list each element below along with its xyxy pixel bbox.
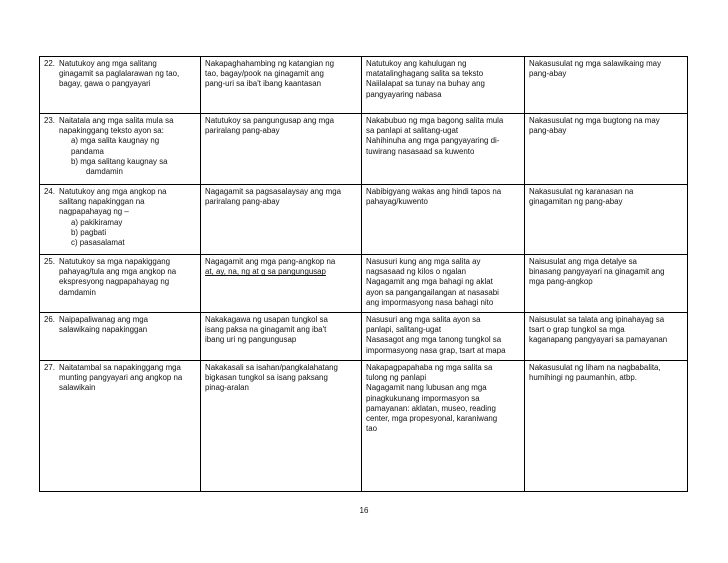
grammar-cell	[201, 361, 362, 492]
line	[44, 363, 196, 373]
line: tulong ng panlapi	[366, 373, 427, 383]
line: Nakasusulat ng mga salawikaing may	[529, 59, 662, 68]
line	[44, 187, 196, 197]
line: munting pangyayari ang angkop na	[59, 373, 183, 383]
line: at, ay, na, ng at g sa pangungusap	[205, 267, 326, 277]
line: Nakasusulat ng karanasan na	[529, 187, 634, 196]
page-number: 16	[359, 506, 369, 515]
line: Natutukoy sa pangungusap ang mga	[205, 116, 334, 125]
line: pariralang pang-abay	[205, 197, 280, 207]
line: pang-abay	[529, 69, 567, 79]
list-text: mga salitang kaugnay sa	[80, 156, 168, 166]
listening-cell	[40, 255, 201, 313]
line: Naiilalapat sa tunay na buhay ang	[366, 79, 485, 89]
line: ginagamit sa paglalarawan ng tao,	[59, 69, 180, 79]
table-body	[40, 57, 688, 492]
line: Nabibigyang wakas ang hindi tapos na	[366, 187, 502, 196]
line: pariralang pang-abay	[205, 126, 280, 136]
listening-cell	[40, 57, 201, 114]
line: tao, bagay/pook na ginagamit ang	[205, 69, 324, 79]
line: nagsasaad ng kilos o ngalan	[366, 267, 467, 277]
reading-cell	[362, 313, 525, 361]
reading-cell	[362, 185, 525, 255]
line-text: Natutukoy ang mga angkop na	[59, 187, 167, 196]
line: Nasusuri kung ang mga salita ay	[366, 257, 481, 266]
table-row	[40, 185, 688, 255]
line: pinag-aralan	[205, 383, 249, 393]
line: center, mga propesyonal, karaniwang	[366, 414, 498, 424]
line: Naisusulat ang mga detalye sa	[529, 257, 637, 266]
line: salawikaing napakinggan	[59, 325, 148, 335]
item-number: 23.	[44, 116, 55, 125]
line: Nakakagawa ng usapan tungkol sa	[205, 315, 328, 325]
line: damdamin	[59, 287, 96, 297]
line: mga pang-angkop	[529, 277, 593, 287]
reading-cell	[362, 361, 525, 492]
line: pangyayaring nabasa	[366, 89, 442, 99]
line	[44, 116, 196, 126]
list-text: pakikiramay	[80, 217, 123, 227]
line: pahayag/tula ang mga angkop na	[59, 267, 177, 277]
line: isang paksa na ginagamit ang iba't	[205, 325, 327, 335]
list-item	[44, 157, 196, 167]
line: ayon sa pangangailangan at nasasabi	[366, 287, 499, 297]
writing-cell	[525, 185, 688, 255]
line: pang-abay	[529, 126, 567, 136]
line: tuwirang nasasaad sa kuwento	[366, 146, 475, 156]
line-text: Naitatala ang mga salita mula sa	[59, 116, 174, 125]
line	[44, 59, 196, 69]
line: Nahihinuha ang mga pangyayaring di-	[366, 136, 500, 146]
list-item	[44, 218, 196, 228]
line: Nagagamit ang mga pang-angkop na	[205, 257, 336, 266]
line: kaganapang pangyayari sa pamayanan	[529, 335, 668, 345]
line: ginagamitan ng pang-abay	[529, 197, 623, 207]
line: humihingi ng paumanhin, atbp.	[529, 373, 637, 383]
line: Nagagamit sa pagsasalaysay ang mga	[205, 187, 341, 196]
item-number: 25.	[44, 257, 55, 266]
line: binasang pangyayari na ginagamit ang	[529, 267, 665, 277]
line: tsart o grap tungkol sa mga	[529, 325, 625, 335]
grammar-cell	[201, 313, 362, 361]
list-text: mga salita kaugnay ng	[80, 136, 160, 146]
list-label: a)	[71, 217, 79, 227]
table-row	[40, 313, 688, 361]
list-item	[44, 238, 196, 248]
item-number: 27.	[44, 363, 55, 373]
list-text: pagbati	[80, 227, 107, 237]
line: ekspresyong nagpapahayag ng	[59, 277, 170, 287]
listening-cell	[40, 361, 201, 492]
line: Nakapaghahambing ng katangian ng	[205, 59, 334, 68]
line: Nakapagpapahaba ng mga salita sa	[366, 363, 493, 373]
competency-table	[39, 56, 688, 492]
writing-cell	[525, 255, 688, 313]
line: bigkasan tungkol sa isang paksang	[205, 373, 328, 383]
line: pang-uri sa iba't ibang kaantasan	[205, 79, 322, 89]
list-item	[44, 228, 196, 238]
line: Nakasusulat ng mga bugtong na may	[529, 116, 660, 125]
reading-cell	[362, 255, 525, 313]
list-item-continuation: pandama	[71, 146, 104, 156]
line: napakinggang teksto ayon sa:	[59, 126, 164, 136]
line: ibang uri ng pangungusap	[205, 335, 297, 345]
grammar-cell	[201, 255, 362, 313]
list-label: b)	[71, 156, 79, 166]
line: Natutukoy ang kahulugan ng	[366, 59, 467, 68]
line: Naisusulat sa talata ang ipinahayag sa	[529, 315, 665, 325]
line: Nakakasali sa isahan/pangkalahatang	[205, 363, 338, 373]
line: Nasusuri ang mga salita ayon sa	[366, 315, 481, 325]
line: Nagagamit nang lubusan ang mga	[366, 383, 487, 393]
writing-cell	[525, 57, 688, 114]
writing-cell	[525, 361, 688, 492]
item-number: 26.	[44, 315, 55, 325]
grammar-cell	[201, 57, 362, 114]
list-text: pasasalamat	[79, 238, 125, 248]
writing-cell	[525, 114, 688, 185]
line-text: Natutukoy ang mga salitang	[59, 59, 157, 68]
line-text: Naitatambal sa napakinggang mga	[59, 363, 181, 373]
list-label: c)	[71, 238, 78, 248]
line: ang impormasyong nasa bahagi nito	[366, 297, 494, 307]
reading-cell	[362, 57, 525, 114]
line: sa panlapi at salitang-ugat	[366, 126, 459, 136]
table-row	[40, 57, 688, 114]
line-text: Naipapaliwanag ang mga	[59, 315, 149, 325]
line	[44, 315, 196, 325]
line: nagpapahayag ng –	[59, 207, 129, 217]
line: panlapi, salitang-ugat	[366, 325, 442, 335]
line: pinagkukunang impormasyon sa	[366, 393, 480, 403]
line: Nasasagot ang mga tanong tungkol sa	[366, 335, 502, 345]
listening-cell	[40, 185, 201, 255]
table-row	[40, 255, 688, 313]
line: Nakabubuo ng mga bagong salita mula	[366, 116, 504, 125]
line: Nakasusulat ng liham na nagbabalita,	[529, 363, 661, 373]
list-label: a)	[71, 136, 79, 146]
list-label: b)	[71, 227, 79, 237]
grammar-cell	[201, 114, 362, 185]
table-row	[40, 114, 688, 185]
table-row	[40, 361, 688, 492]
line: pamayanan: aklatan, museo, reading	[366, 403, 496, 413]
line: pahayag/kuwento	[366, 197, 428, 207]
line: salawikain	[59, 383, 96, 393]
listening-cell	[40, 114, 201, 185]
listening-cell	[40, 313, 201, 361]
line: salitang napakinggan na	[59, 197, 145, 207]
reading-cell	[362, 114, 525, 185]
line: impormasyong nasa grap, tsart at mapa	[366, 345, 506, 355]
line	[44, 257, 196, 267]
item-number: 22.	[44, 59, 55, 68]
grammar-cell	[201, 185, 362, 255]
line: tao	[366, 424, 377, 434]
list-item-continuation: damdamin	[86, 167, 123, 177]
line: Nagagamit ang mga bahagi ng aklat	[366, 277, 493, 287]
list-item	[44, 136, 196, 146]
line: matatalinghagang salita sa teksto	[366, 69, 484, 79]
item-number: 24.	[44, 187, 55, 196]
line-text: Natutukoy sa mga napakiggang	[59, 257, 170, 266]
line: bagay, gawa o pangyayari	[59, 79, 151, 89]
writing-cell	[525, 313, 688, 361]
